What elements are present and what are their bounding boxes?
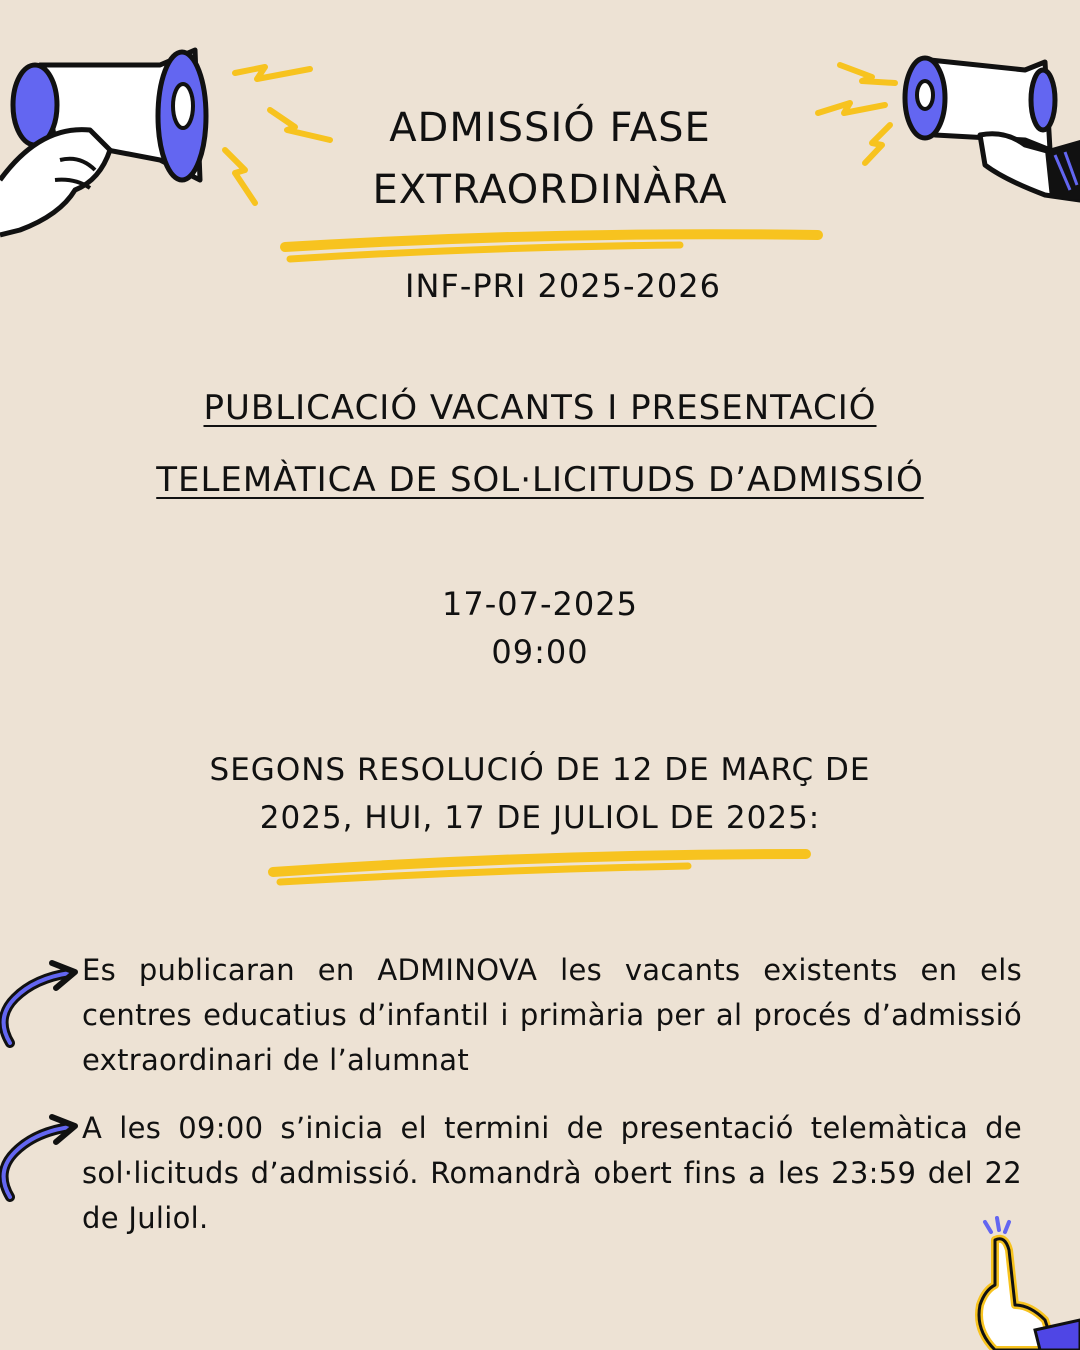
curved-arrow-icon xyxy=(0,1112,82,1207)
pointing-hand-icon xyxy=(965,1210,1080,1350)
publication-date: 17-07-2025 xyxy=(442,585,638,623)
brush-underline xyxy=(280,225,825,270)
resolution-line1: SEGONS RESOLUCIÓ DE 12 DE MARÇ DE xyxy=(209,752,871,788)
list-item: Es publicaran en ADMINOVA les vacants existents en els centres educatius d’infantil i primària per al procés d’admissió extraordinari de l’alumnat xyxy=(82,953,1022,1077)
page-subtitle: INF-PRI 2025-2026 xyxy=(405,267,721,305)
brush-underline xyxy=(268,848,813,893)
section-heading-line2: TELEMÀTICA DE SOL·LICITUDS D’ADMISSIÓ xyxy=(156,460,924,500)
resolution-line2: 2025, HUI, 17 DE JULIOL DE 2025: xyxy=(259,800,821,836)
section-heading-line1: PUBLICACIÓ VACANTS I PRESENTACIÓ xyxy=(203,388,877,428)
curved-arrow-icon xyxy=(0,958,82,1053)
page-title-line2: EXTRAORDINÀRA xyxy=(372,167,728,213)
list-item: A les 09:00 s’inicia el termini de presentació telemàtica de sol·licituds d’admissió. Romandrà obert fins a les 23:59 del 22 de Juliol. xyxy=(82,1111,1022,1235)
publication-time: 09:00 xyxy=(491,633,589,671)
page-title-line1: ADMISSIÓ FASE xyxy=(389,105,711,151)
